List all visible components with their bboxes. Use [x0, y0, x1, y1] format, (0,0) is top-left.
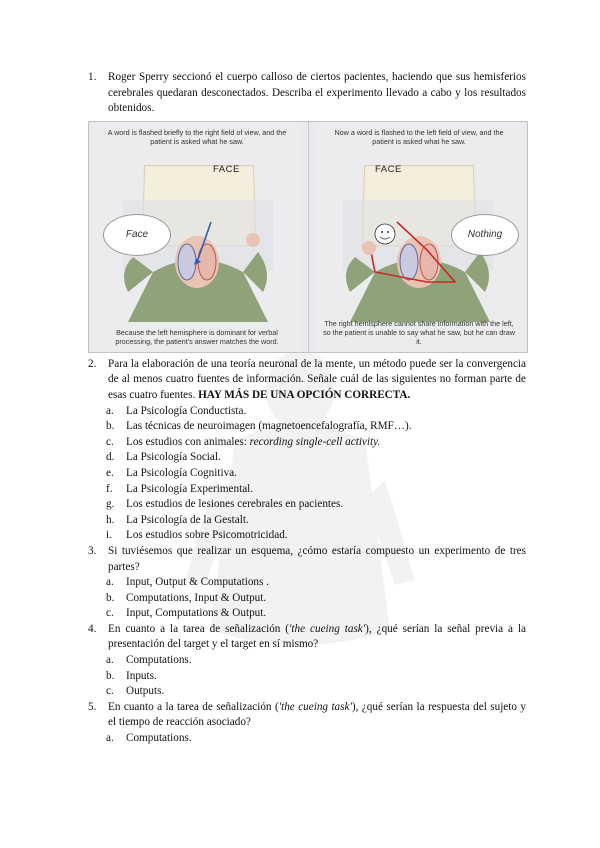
split-brain-figure: [88, 121, 528, 353]
question-number: 2.: [88, 357, 97, 370]
question-emphasis: HAY MÁS DE UNA OPCIÓN CORRECTA.: [198, 388, 411, 401]
question-number: 5.: [88, 700, 97, 713]
question-3: [88, 544, 526, 575]
option-item: a. Computations.: [106, 732, 192, 745]
figure-divider: [308, 122, 309, 352]
question-2: [88, 357, 526, 404]
question-text-pre: En cuanto a la tarea de señalización (: [108, 622, 290, 635]
options-list: [88, 731, 526, 747]
question-text-post: ), ¿qué serían la señal previa a la presentación del target y el target en sí mismo?: [108, 622, 527, 651]
option-item: e. La Psicología Cognitiva.: [106, 466, 237, 479]
options-list: [88, 575, 526, 622]
option-item: g. Los estudios de lesiones cerebrales en pacientes.: [106, 498, 344, 511]
question-number: 1.: [88, 71, 97, 83]
figure-panel-left: [93, 122, 301, 352]
panel-top-caption: A word is flashed briefly to the right field of view, and the patient is asked what he saw.: [107, 127, 287, 146]
question-text: Para la elaboración de una teoría neuronal de la mente, un método puede ser la convergencia de al menos cuatro fuentes de información. Señale cuál de las siguientes no forman parte de esas cuatro fuentes.: [108, 357, 526, 401]
panel-bottom-caption: The right hemisphere cannot share information with the left, so the patient is unable to say what he saw, but he can draw it.: [323, 318, 515, 346]
options-list: [88, 404, 526, 544]
question-text: Si tuviésemos que realizar un esquema, ¿cómo estaría compuesto un experimento de tres partes?: [108, 544, 526, 573]
option-item: b. Las técnicas de neuroimagen (magnetoencefalografía, RMF…).: [106, 420, 412, 433]
options-list: [88, 653, 526, 700]
option-item: a. Computations.: [106, 654, 192, 667]
flashed-word: FACE: [375, 163, 402, 175]
panel-top-caption: Now a word is flashed to the left field of view, and the patient is asked what he saw.: [334, 127, 504, 146]
question-number: 4.: [88, 622, 97, 635]
option-item: f. La Psicología Experimental.: [106, 482, 254, 495]
flashed-word: FACE: [213, 163, 240, 175]
option-item: d. La Psicología Social.: [106, 451, 221, 464]
option-item: c. Outputs.: [106, 685, 165, 698]
option-item: b. Computations, Input & Output.: [106, 591, 267, 604]
option-item: a. La Psicología Conductista.: [106, 404, 247, 417]
question-4: [88, 622, 526, 653]
question-5: [88, 700, 526, 731]
option-item: b. Inputs.: [106, 669, 157, 682]
option-item: c. Input, Computations & Output.: [106, 607, 267, 620]
option-item: a. Input, Output & Computations .: [106, 576, 269, 589]
question-text-post: ), ¿qué serían la respuesta del sujeto y el tiempo de reacción asociado?: [108, 700, 527, 729]
question-1: [88, 70, 526, 117]
question-text-italic: 'the cueing task': [289, 622, 366, 635]
document-body: [88, 70, 526, 747]
option-item: c. Los estudios con animales: recording single-cell activity.: [106, 435, 381, 448]
option-item: h. La Psicología de la Gestalt.: [106, 513, 249, 526]
option-item: i. Los estudios sobre Psicomotricidad.: [106, 529, 288, 542]
figure-panel-right: [315, 122, 523, 352]
panel-bottom-caption: Because the left hemisphere is dominant for verbal processing, the patient's answer matches the word.: [115, 327, 279, 346]
speech-bubble: Face: [103, 214, 171, 256]
question-text-pre: En cuanto a la tarea de señalización (: [108, 700, 279, 713]
question-text-italic: 'the cueing task': [278, 700, 352, 713]
question-text: Roger Sperry seccionó el cuerpo calloso de ciertos pacientes, haciendo que sus hemisferios cerebrales quedaran desconectados. Describa el experimento llevado a cabo y los resultados obtenidos.: [108, 71, 526, 115]
question-number: 3.: [88, 544, 97, 557]
speech-bubble: Nothing: [451, 214, 519, 256]
